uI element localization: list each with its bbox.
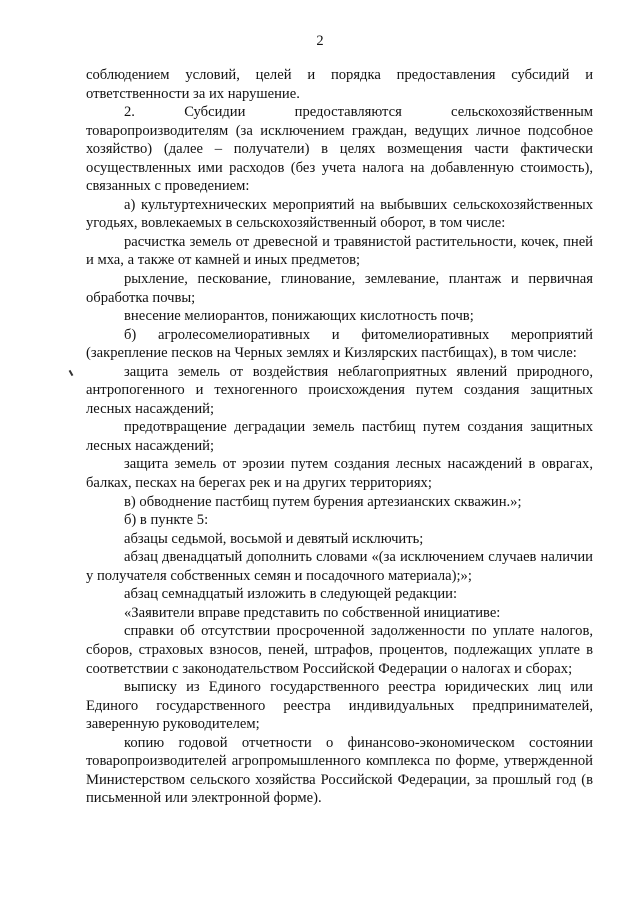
paragraph: выписку из Единого государственного реестра юридических лиц или Единого государственного реестра индивидуальных предпринимателей, заверенную руководителем; <box>86 679 593 733</box>
paragraph: б) агролесомелиоративных и фитомелиоративных мероприятий (закрепление песков на Черных землях и Кизлярских пастбищах), в том числе: <box>86 326 593 362</box>
paragraph: защита земель от эрозии путем создания лесных насаждений в оврагах, балках, песках на берегах рек и на других территориях; <box>86 456 593 492</box>
paragraph: абзац двенадцатый дополнить словами «(за исключением случаев наличии у получателя собственных семян и посадочного материала);»; <box>86 549 593 584</box>
document-body <box>86 66 593 808</box>
page-number: 2 <box>316 33 324 49</box>
paragraph: 2. Субсидии предоставляются сельскохозяйственным товаропроизводителям (за исключением граждан, ведущих личное подсобное хозяйство) (далее – получатели) в целях возмещения части фактически осуществленных ими расходов (без учета налога на добавленную стоимость), связанных с проведением: <box>86 104 593 195</box>
paragraph: предотвращение деградации земель пастбищ путем создания защитных лесных насаждений; <box>86 419 593 454</box>
paragraph: б) в пункте 5: <box>124 512 209 529</box>
paragraph: абзац семнадцатый изложить в следующей редакции: <box>124 586 458 603</box>
paragraph: рыхление, пескование, глинование, землевание, плантаж и первичная обработка почвы; <box>86 271 593 306</box>
paragraph: справки об отсутствии просроченной задолженности по уплате налогов, сборов, страховых взносов, пеней, штрафов, процентов, подлежащих уплате в соответствии с законодательством Российской Федерации о налогах и сборах; <box>86 623 593 677</box>
paragraph: а) культуртехнических мероприятий на выбывших сельскохозяйственных угодьях, вовлекаемых в сельскохозяйственный оборот, в том числе: <box>86 196 593 232</box>
paragraph: расчистка земель от древесной и травянистой растительности, кочек, пней и мха, а также от камней и иных предметов; <box>86 233 593 269</box>
paragraph: в) обводнение пастбищ путем бурения артезианских скважин.»; <box>124 493 522 510</box>
paragraph: соблюдением условий, целей и порядка предоставления субсидий и ответственности за их нарушение. <box>86 67 593 102</box>
paragraph: «Заявители вправе представить по собственной инициативе: <box>124 604 501 621</box>
scan-mark <box>69 370 74 376</box>
paragraph: копию годовой отчетности о финансово-экономическом состоянии товаропроизводителей агропромышленного комплекса по форме, утвержденной Министерством сельского хозяйства Российской Федерации, за прошлый год (в письменной или электронной форме). <box>86 734 593 807</box>
paragraph: защита земель от воздействия неблагоприятных явлений природного, антропогенного и техногенного происхождения путем создания защитных лесных насаждений; <box>86 363 593 417</box>
paragraph: внесение мелиорантов, понижающих кислотность почв; <box>124 308 474 325</box>
paragraph: абзацы седьмой, восьмой и девятый исключить; <box>124 530 424 547</box>
